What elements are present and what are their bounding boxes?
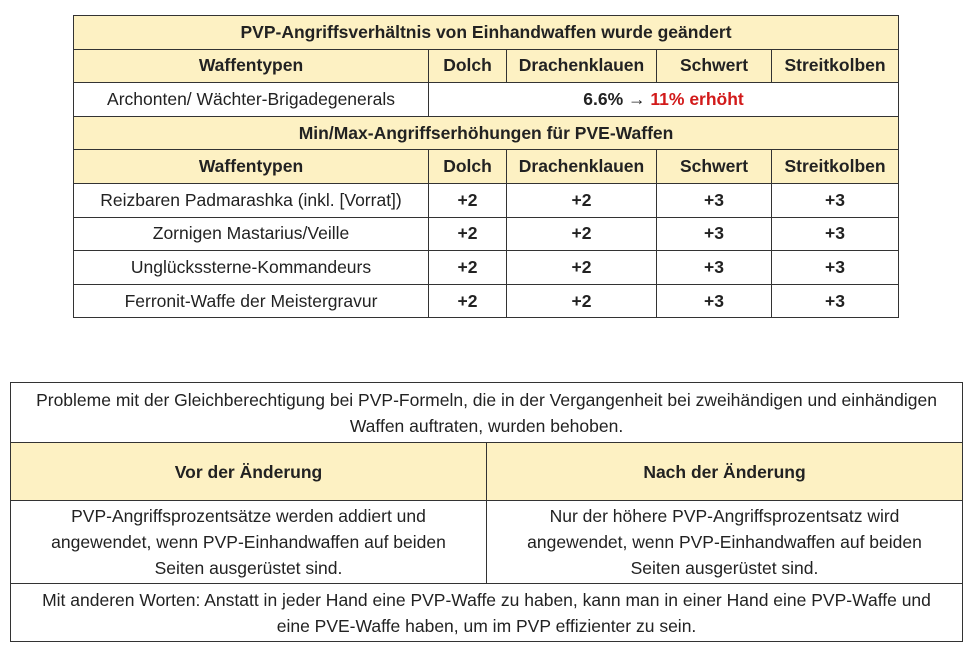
pvp-ratio-change (429, 83, 899, 117)
cell-streitkolben: +3 (772, 284, 899, 318)
cell-drachenklauen: +2 (507, 251, 657, 285)
header-row (11, 443, 963, 501)
cell-drachenklauen: +2 (507, 284, 657, 318)
pve-section-title: Min/Max-Angriffserhöhungen für PVE-Waffen (74, 116, 899, 150)
after-header: Nach der Änderung (487, 443, 963, 501)
after-text: Nur der höhere PVP-Angriffsprozentsatz wird angewendet, wenn PVP-Einhandwaffen auf beiden Seiten ausgerüstet sind. (487, 501, 963, 584)
comparison-row (11, 501, 963, 584)
header-schwert: Schwert (657, 49, 772, 83)
row-label: Zornigen Mastarius/Veille (74, 217, 429, 251)
summary-text: Mit anderen Worten: Anstatt in jeder Hand eine PVP-Waffe zu haben, kann man in einer Hand eine PVP-Waffe und eine PVE-Waffe haben, um im PVP effizienter zu sein. (11, 584, 963, 642)
cell-schwert: +3 (657, 217, 772, 251)
intro-text: Probleme mit der Gleichberechtigung bei PVP-Formeln, die in der Vergangenheit bei zweihändigen und einhändigen Waffen auftraten, wurden behoben. (11, 383, 963, 443)
before-text: PVP-Angriffsprozentsätze werden addiert und angewendet, wenn PVP-Einhandwaffen auf beiden Seiten ausgerüstet sind. (11, 501, 487, 584)
formula-change-table (10, 382, 963, 642)
table-row (74, 83, 899, 117)
weapon-ratio-table (73, 15, 899, 318)
header-streitkolben: Streitkolben (772, 49, 899, 83)
header-drachenklauen: Drachenklauen (507, 49, 657, 83)
old-value: 6.6% → (583, 88, 646, 109)
cell-schwert: +3 (657, 251, 772, 285)
pvp-section-title: PVP-Angriffsverhältnis von Einhandwaffen wurde geändert (74, 16, 899, 50)
header-weapon-types: Waffentypen (74, 49, 429, 83)
summary-row (11, 584, 963, 642)
table-row (74, 183, 899, 217)
new-value: 11% erhöht (650, 88, 744, 109)
header-weapon-types: Waffentypen (74, 150, 429, 184)
header-drachenklauen: Drachenklauen (507, 150, 657, 184)
cell-schwert: +3 (657, 284, 772, 318)
pve-title-row (74, 116, 899, 150)
pvp-title-row (74, 16, 899, 50)
cell-drachenklauen: +2 (507, 217, 657, 251)
before-header: Vor der Änderung (11, 443, 487, 501)
header-dolch: Dolch (429, 49, 507, 83)
cell-streitkolben: +3 (772, 183, 899, 217)
table-row (74, 284, 899, 318)
cell-streitkolben: +3 (772, 251, 899, 285)
cell-schwert: +3 (657, 183, 772, 217)
header-schwert: Schwert (657, 150, 772, 184)
row-label: Unglückssterne-Kommandeurs (74, 251, 429, 285)
cell-drachenklauen: +2 (507, 183, 657, 217)
row-label: Ferronit-Waffe der Meistergravur (74, 284, 429, 318)
cell-dolch: +2 (429, 251, 507, 285)
header-row (74, 150, 899, 184)
intro-row (11, 383, 963, 443)
table-row (74, 251, 899, 285)
row-label: Reizbaren Padmarashka (inkl. [Vorrat]) (74, 183, 429, 217)
header-dolch: Dolch (429, 150, 507, 184)
header-row (74, 49, 899, 83)
row-label: Archonten/ Wächter-Brigadegenerals (74, 83, 429, 117)
cell-dolch: +2 (429, 183, 507, 217)
cell-streitkolben: +3 (772, 217, 899, 251)
header-streitkolben: Streitkolben (772, 150, 899, 184)
table-row (74, 217, 899, 251)
cell-dolch: +2 (429, 217, 507, 251)
cell-dolch: +2 (429, 284, 507, 318)
